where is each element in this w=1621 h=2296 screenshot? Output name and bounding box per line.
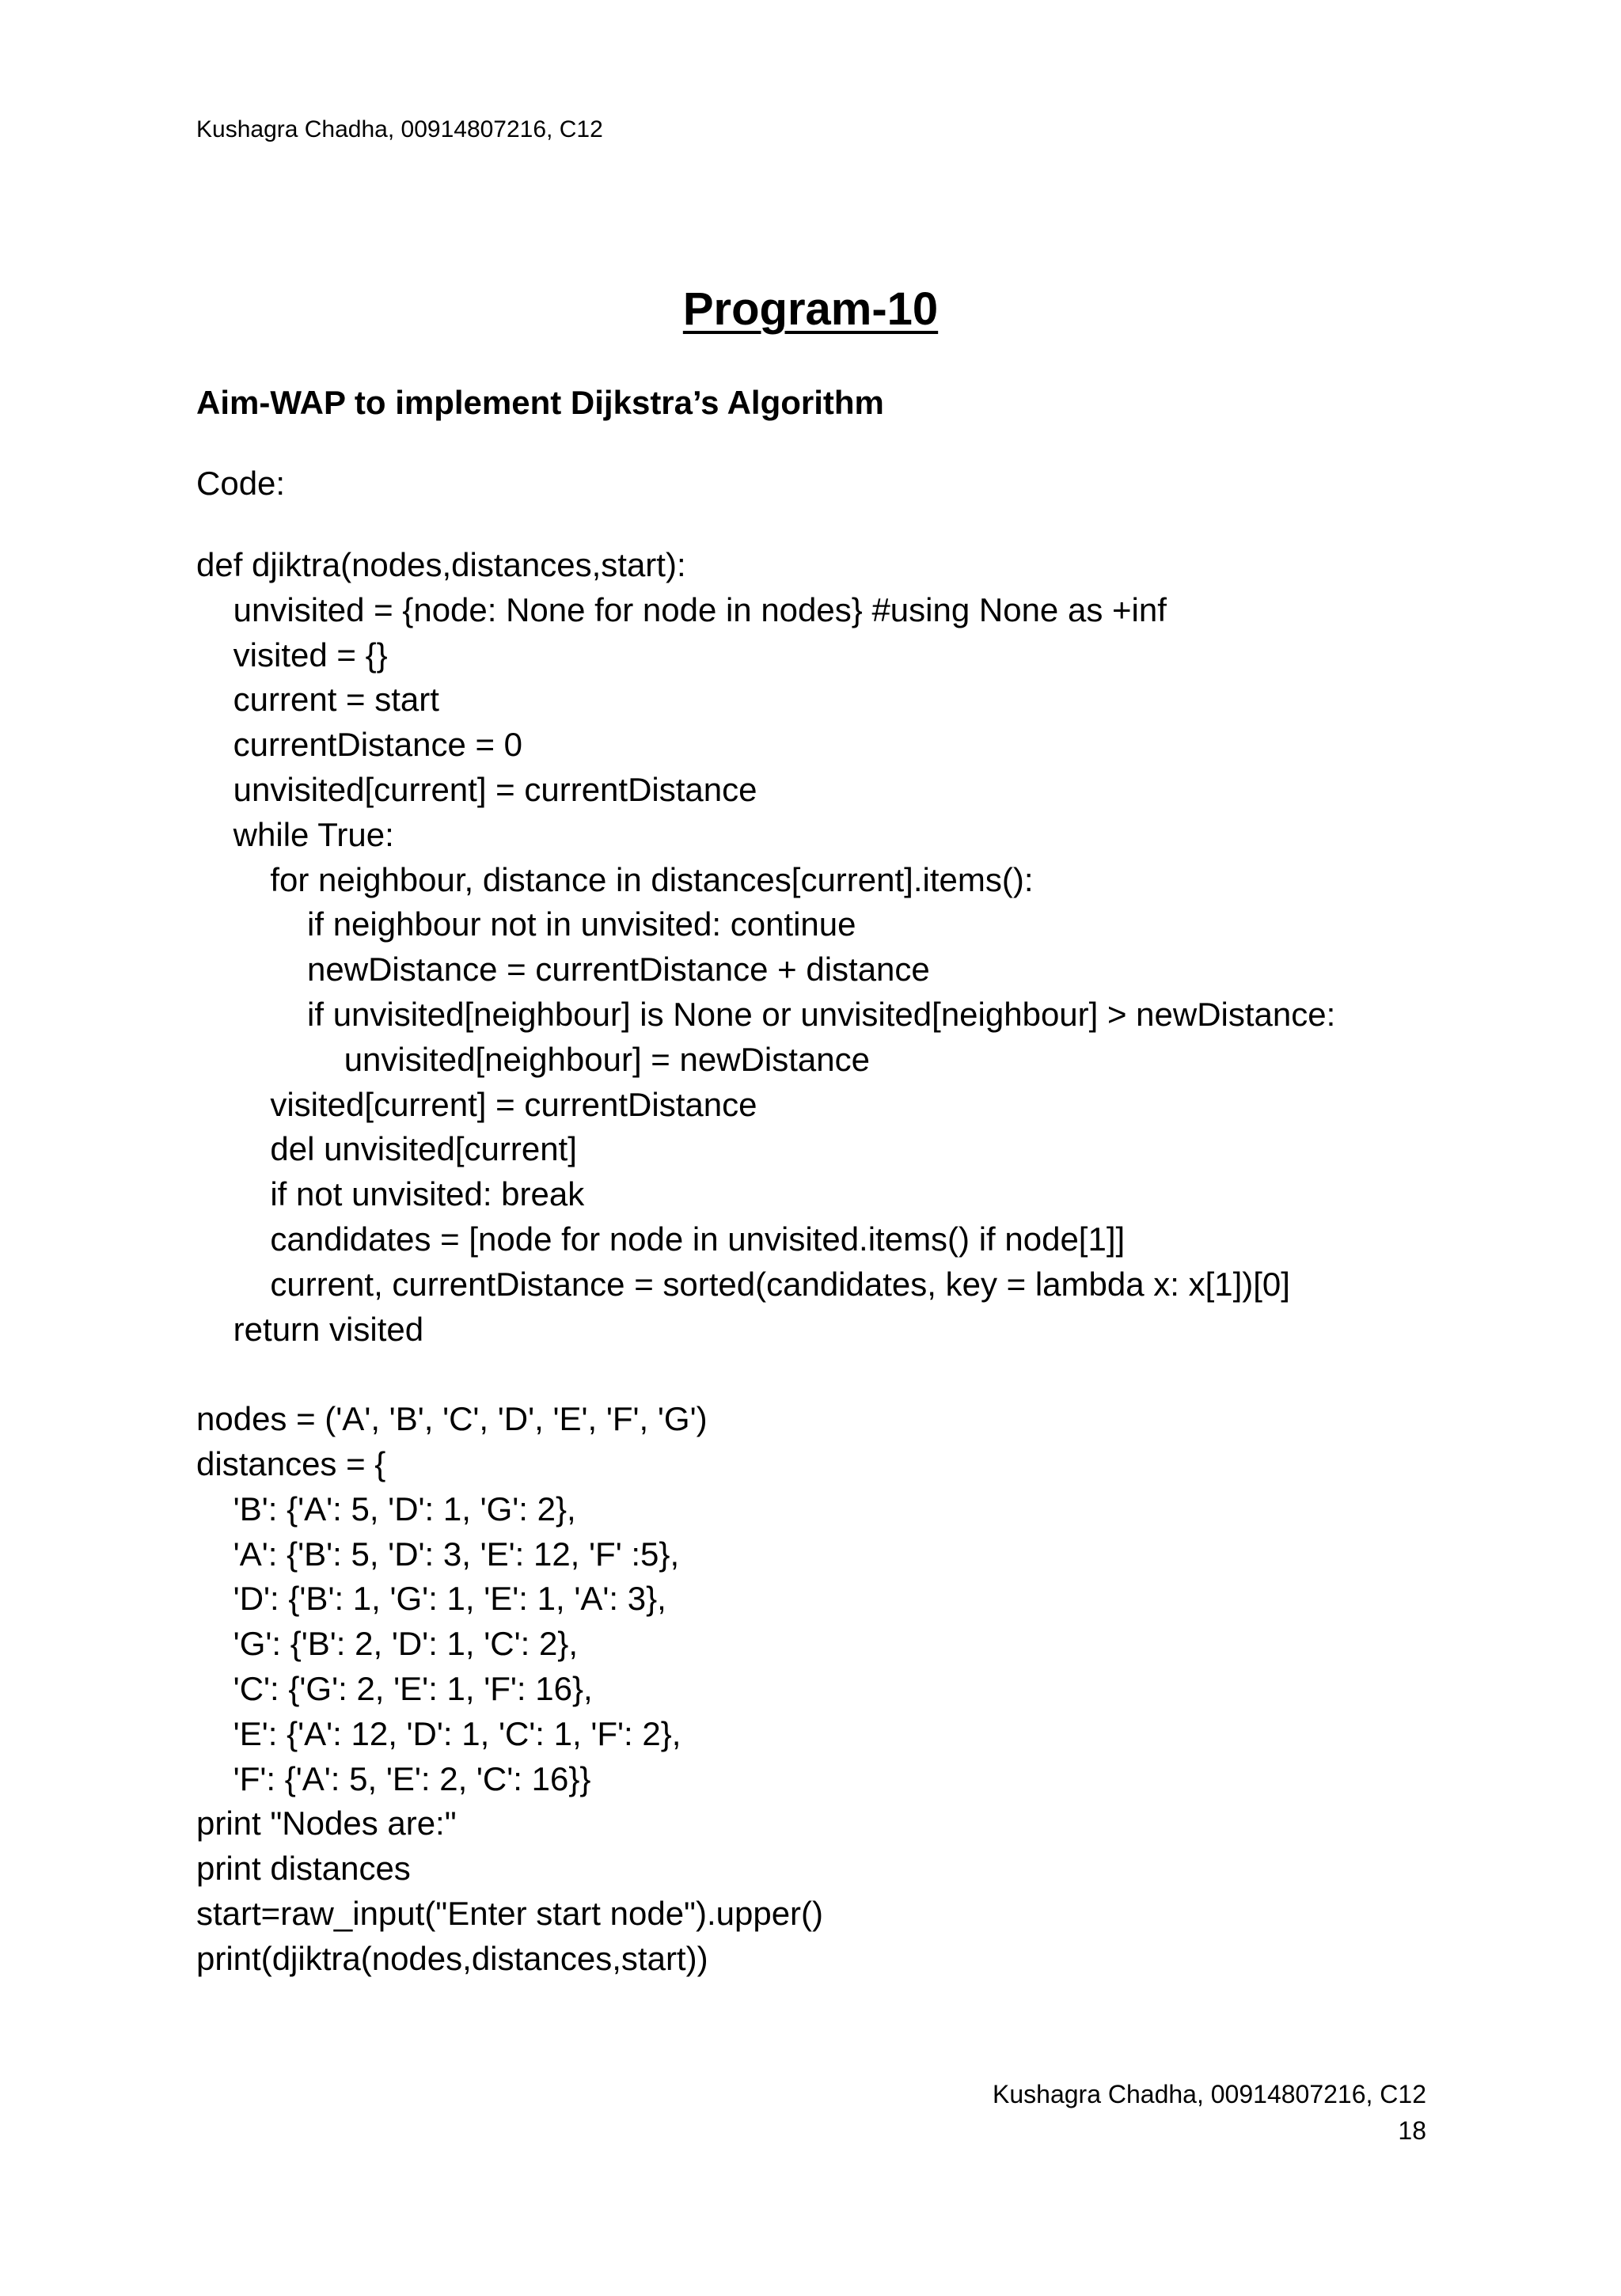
code-line: if not unvisited: break (196, 1175, 585, 1213)
page-number: 18 (1398, 2116, 1426, 2145)
code-line: 'B': {'A': 5, 'D': 1, 'G': 2}, (196, 1490, 576, 1528)
code-line: if neighbour not in unvisited: continue (196, 905, 856, 943)
code-line: 'C': {'G': 2, 'E': 1, 'F': 16}, (196, 1669, 593, 1707)
code-line: unvisited[current] = currentDistance (196, 770, 757, 808)
code-line: def djiktra(nodes,distances,start): (196, 546, 686, 583)
program-title (0, 282, 1621, 337)
page-footer (993, 2076, 1426, 2149)
code-line: while True: (196, 815, 394, 853)
program-title-text: Program-10 (682, 283, 939, 335)
code-line: visited = {} (196, 636, 388, 674)
code-line: print(djiktra(nodes,distances,start)) (196, 1939, 708, 1977)
page-header: Kushagra Chadha, 00914807216, C12 (196, 116, 603, 142)
code-line: unvisited = {node: None for node in nodes} #using None as +inf (196, 590, 1167, 628)
code-line: print distances (196, 1850, 411, 1888)
footer-text: Kushagra Chadha, 00914807216, C12 (993, 2080, 1426, 2108)
code-line: nodes = ('A', 'B', 'C', 'D', 'E', 'F', 'G') (196, 1400, 708, 1438)
code-label: Code: (196, 465, 286, 502)
code-line (196, 1352, 1431, 1397)
code-line: if unvisited[neighbour] is None or unvisited[neighbour] > newDistance: (196, 995, 1336, 1033)
code-line: 'A': {'B': 5, 'D': 3, 'E': 12, 'F' :5}, (196, 1535, 680, 1573)
code-line: return visited (196, 1310, 424, 1348)
code-line: candidates = [node for node in unvisited.items() if node[1]] (196, 1220, 1126, 1258)
code-line: 'E': {'A': 12, 'D': 1, 'C': 1, 'F': 2}, (196, 1714, 681, 1752)
code-line: currentDistance = 0 (196, 726, 523, 764)
code-line: current, currentDistance = sorted(candidates, key = lambda x: x[1])[0] (196, 1265, 1290, 1303)
code-line: for neighbour, distance in distances[current].items(): (196, 860, 1034, 898)
code-line: 'F': {'A': 5, 'E': 2, 'C': 16}} (196, 1759, 591, 1797)
code-line: del unvisited[current] (196, 1130, 577, 1168)
code-line: distances = { (196, 1444, 386, 1482)
aim-heading: Aim-WAP to implement Dijkstra’s Algorithm (196, 384, 884, 421)
code-line: current = start (196, 681, 439, 719)
code-line: print "Nodes are:" (196, 1805, 457, 1842)
code-line: 'G': {'B': 2, 'D': 1, 'C': 2}, (196, 1625, 578, 1663)
code-block (196, 543, 1431, 1982)
code-line: newDistance = currentDistance + distance (196, 951, 930, 989)
code-line: unvisited[neighbour] = newDistance (196, 1040, 870, 1078)
code-line: 'D': {'B': 1, 'G': 1, 'E': 1, 'A': 3}, (196, 1580, 666, 1618)
code-line: visited[current] = currentDistance (196, 1085, 757, 1123)
code-line: start=raw_input("Enter start node").upper() (196, 1894, 824, 1932)
